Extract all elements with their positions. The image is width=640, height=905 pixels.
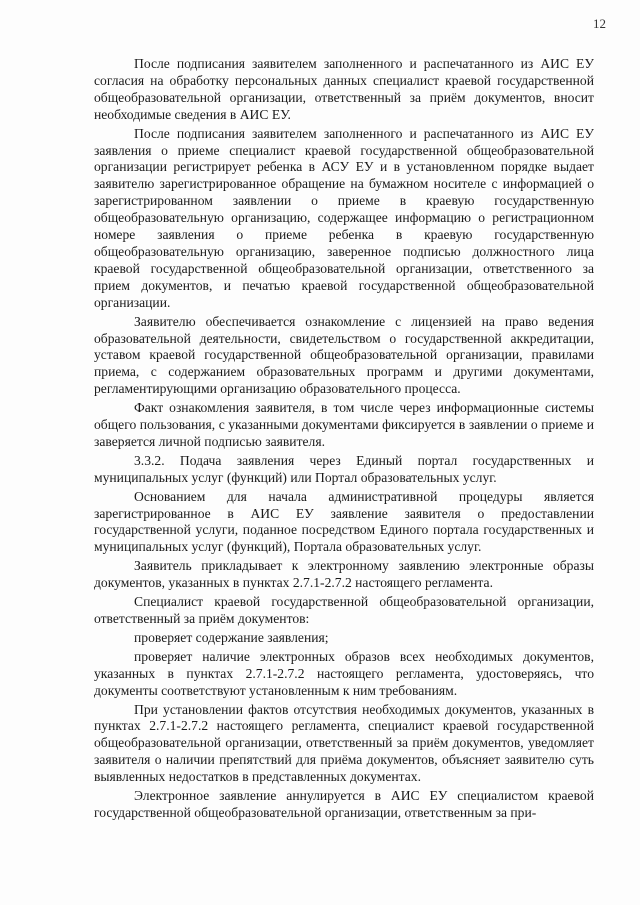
section-heading: 3.3.2. Подача заявления через Единый портал государственных и муниципальных услуг (функций) или Портал образовательных услуг. [94, 452, 594, 485]
paragraph: После подписания заявителем заполненного и распечатанного из АИС ЕУ заявления о приеме специалист краевой государственной общеобразовательной организации регистрирует ребенка в АСУ ЕУ и в установленном порядке выдает заявителю зарегистрированное обращение на бумажном носителе с информацией о зарегистрированном заявлении о приеме в краевую государственную общеобразовательную организацию, содержащее информацию о регистрационном номере заявления о приеме ребенка в краевую государственную общеобразовательную организацию, заверенное подписью должностного лица краевой государственной общеобразовательной организации, ответственного за прием документов, и печатью краевой государственной общеобразовательной организации. [94, 125, 594, 310]
page-number: 12 [593, 16, 606, 31]
paragraph: При установлении фактов отсутствия необходимых документов, указанных в пунктах 2.7.1-2.7.2 настоящего регламента, специалист краевой государственной общеобразовательной организации, ответственный за приём документов, уведомляет заявителя о наличии препятствий для приёма документов, объясняет заявителю суть выявленных недостатков в представленных документах. [94, 701, 594, 785]
paragraph: Заявитель прикладывает к электронному заявлению электронные образы документов, указанных в пунктах 2.7.1-2.7.2 настоящего регламента. [94, 558, 594, 591]
paragraph: После подписания заявителем заполненного и распечатанного из АИС ЕУ согласия на обработку персональных данных специалист краевой государственной общеобразовательной организации, ответственный за приём документов, вносит необходимые сведения в АИС ЕУ. [94, 56, 594, 122]
document-body [94, 56, 594, 824]
paragraph: Заявителю обеспечивается ознакомление с лицензией на право ведения образовательной деятельности, свидетельством о государственной аккредитации, уставом краевой государственной общеобразовательной организации, правилами приема, с содержанием образовательных программ и другими документами, регламентирующими организацию образовательного процесса. [94, 313, 594, 397]
list-item: проверяет содержание заявления; [134, 629, 329, 645]
paragraph: Основанием для начала административной процедуры является зарегистрированное в АИС ЕУ заявление заявителя о предоставлении государственной услуги, поданное посредством Единого портала государственных и муниципальных услуг (функций), Портала образовательных услуг. [94, 488, 594, 555]
list-item: проверяет наличие электронных образов всех необходимых документов, указанных в пунктах 2.7.1-2.7.2 настоящего регламента, удостоверяясь, что документы соответствуют установленным к ним требованиям. [94, 648, 594, 698]
paragraph: Специалист краевой государственной общеобразовательной организации, ответственный за приём документов: [94, 594, 594, 626]
paragraph: Электронное заявление аннулируется в АИС ЕУ специалистом краевой государственной общеобразовательной организации, ответственным за при- [94, 788, 594, 820]
paragraph: Факт ознакомления заявителя, в том числе через информационные системы общего пользования, с указанными документами фиксируется в заявлении о приеме и заверяется личной подписью заявителя. [94, 400, 594, 449]
